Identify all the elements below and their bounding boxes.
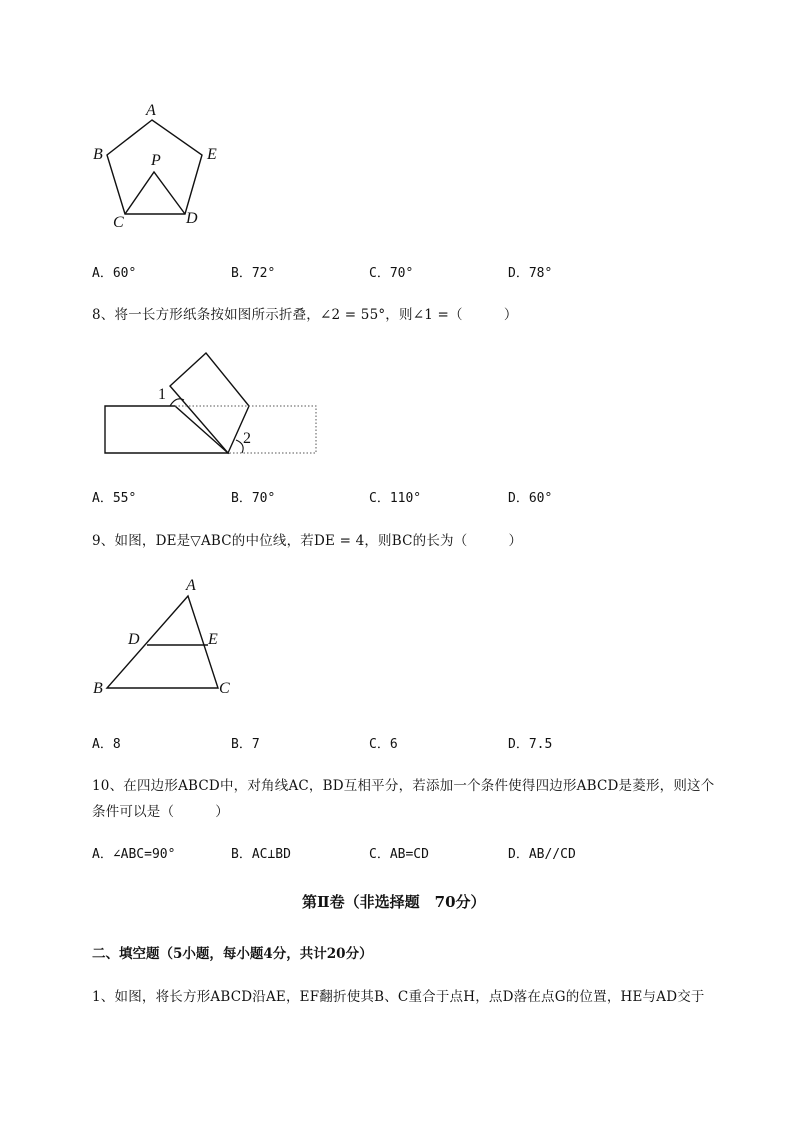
q8-option-a[interactable]: A．55°: [92, 491, 137, 506]
q7-option-b[interactable]: B．72°: [231, 266, 276, 281]
pentagon-figure: [90, 100, 230, 240]
label-A: A: [146, 102, 156, 119]
q8-option-b[interactable]: B．70°: [231, 491, 276, 506]
tri-label-E: E: [208, 631, 218, 648]
q7-option-a[interactable]: A．60°: [92, 266, 137, 281]
q10-text-line2: 条件可以是（ ）: [92, 804, 229, 820]
q10-option-d[interactable]: D．AB//CD: [508, 847, 576, 862]
q8-option-c[interactable]: C．110°: [369, 491, 422, 506]
angle-label-1: 1: [158, 386, 166, 403]
section2-title: 二、填空题（5小题，每小题4分，共计20分）: [92, 946, 373, 962]
label-D: D: [186, 210, 198, 227]
tri-label-C: C: [219, 680, 230, 697]
q9-option-c[interactable]: C．6: [369, 737, 398, 752]
q8-option-d[interactable]: D．60°: [508, 491, 553, 506]
q9-text: 9、如图，DE是▽ABC的中位线，若DE = 4，则BC的长为（ ）: [92, 533, 523, 549]
q10-text-line1: 10、在四边形ABCD中，对角线AC，BD互相平分，若添加一个条件使得四边形ABCD是菱形，则这个: [92, 778, 715, 794]
strip-left-part: [105, 406, 228, 453]
label-B: B: [93, 146, 103, 163]
label-P: P: [151, 152, 161, 169]
q7-option-c[interactable]: C．70°: [369, 266, 414, 281]
fill1-text: 1、如图，将长方形ABCD沿AE，EF翻折使其B、C重合于点H，点D落在点G的位置，HE与AD交于: [92, 989, 705, 1005]
q9-option-a[interactable]: A．8: [92, 737, 121, 752]
tri-label-A: A: [186, 577, 196, 594]
label-E: E: [207, 146, 217, 163]
q9-option-b[interactable]: B．7: [231, 737, 260, 752]
q8-text: 8、将一长方形纸条按如图所示折叠，∠2 = 55°，则∠1 =（ ）: [92, 307, 518, 323]
part2-title: 第Ⅱ卷（非选择题 70分）: [302, 893, 486, 911]
folded-flap: [170, 353, 249, 453]
triangle-cpd: [125, 172, 185, 214]
label-C: C: [113, 214, 124, 231]
folded-strip-figure: [100, 348, 325, 458]
tri-label-D: D: [128, 631, 140, 648]
q10-option-a[interactable]: A．∠ABC=90°: [92, 847, 176, 862]
triangle-abc: [107, 596, 218, 688]
tri-label-B: B: [93, 680, 103, 697]
q9-option-d[interactable]: D．7.5: [508, 737, 553, 752]
q10-option-c[interactable]: C．AB=CD: [369, 847, 429, 862]
q10-option-b[interactable]: B．AC⊥BD: [231, 847, 291, 862]
q7-option-d[interactable]: D．78°: [508, 266, 553, 281]
angle-label-2: 2: [243, 430, 251, 447]
